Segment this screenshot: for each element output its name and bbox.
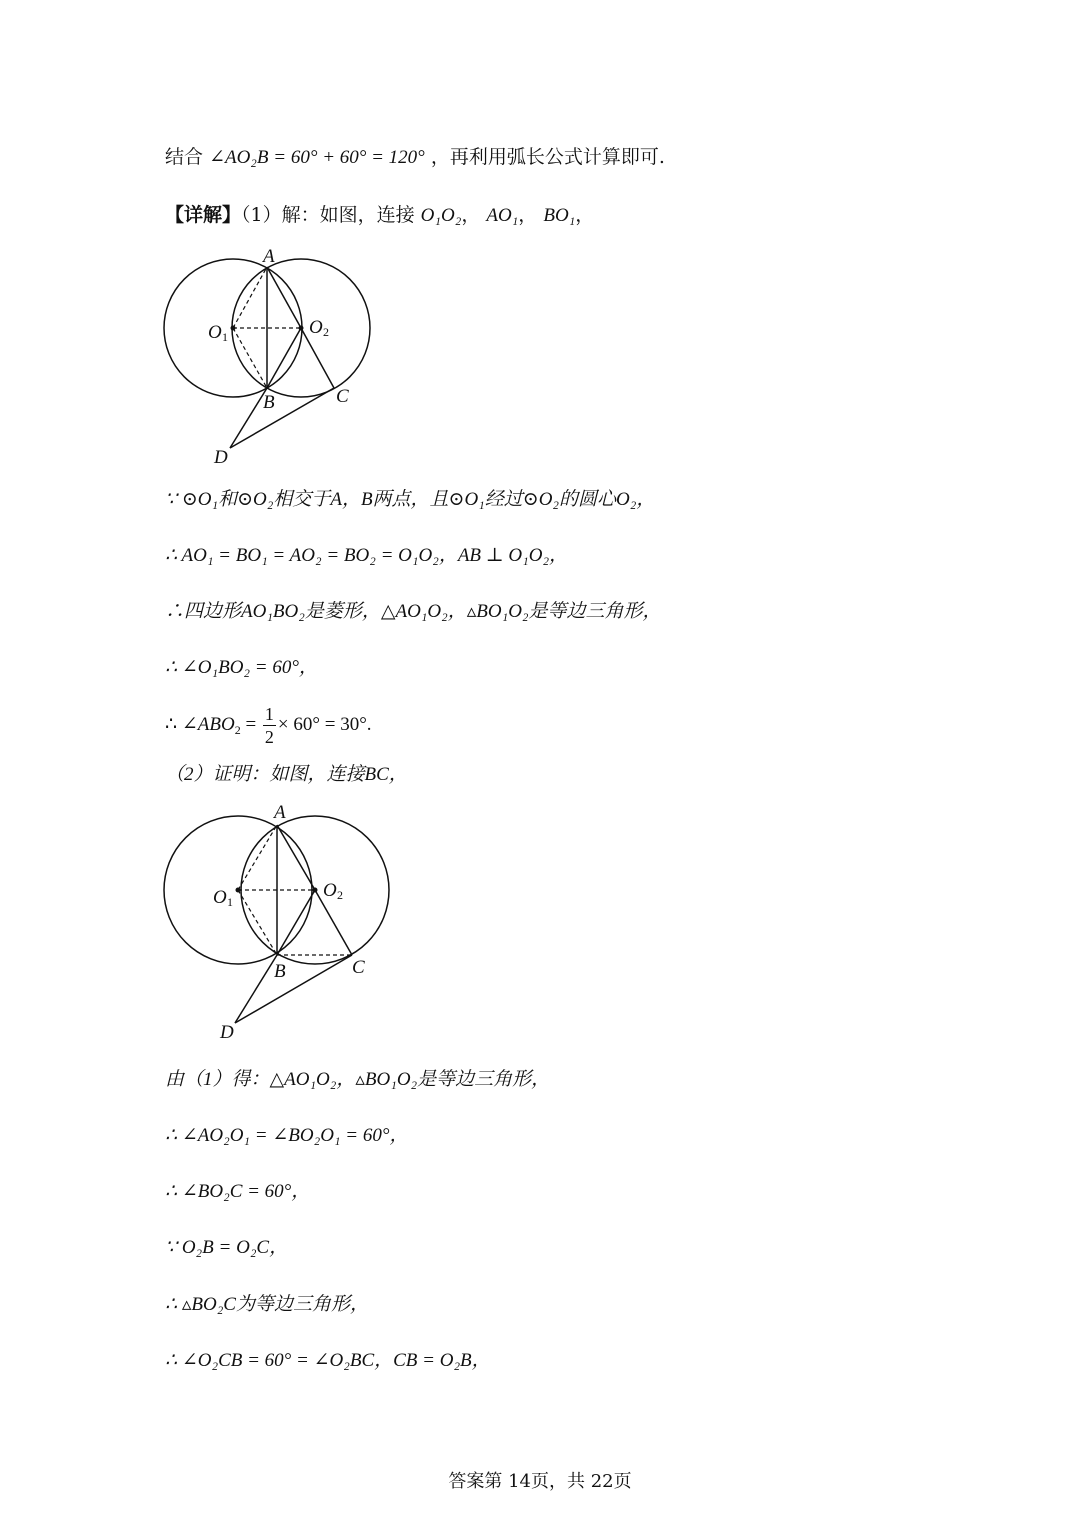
label-o2-sub: 2 [323,325,329,339]
line-4: ∴ AO₁ = BO₁ = AO₂ = BO₂ = O₁O₂，AB ⊥ O₁O₂， [165,545,569,566]
segment-ao2 [277,825,315,890]
segment-ao2 [267,267,301,328]
segment-dc [230,388,334,448]
label-o2: O [309,317,323,338]
line-2: 【详解】（1）解：如图，连接 O₁O₂， AO₁， BO₁， [165,204,595,226]
label-o2-sub: 2 [337,888,343,902]
point-o1 [236,888,241,893]
segment-2: AO₁ [486,205,519,226]
segment-dc [235,955,352,1023]
segment-bo2 [277,890,315,955]
segment-bd [235,955,277,1023]
line-12: ∵ O₂B = O₂C， [165,1237,289,1258]
text-prefix: 结合 [165,146,204,168]
line-11: ∴ ∠BO₂C = 60°， [165,1181,311,1202]
line-6: ∴ ∠O₁BO₂ = 60°， [165,657,318,678]
line-1 [165,148,665,167]
line-14: ∴ ∠O₂CB = 60° = ∠O₂BC，CB = O₂B， [165,1350,491,1371]
segment-ao1 [238,825,277,890]
math-expr: ∠AO₂B = 60° + 60° = 120° [209,147,425,168]
fraction: $\frac{1}{2}$ [264,704,274,747]
label-d: D [214,447,228,468]
label-o1-sub: 1 [227,895,233,909]
segment-bo1 [238,890,277,955]
point-o2 [299,326,304,331]
line-7: ∴ $\angle ABO_2$ = $\frac{1}{2}$ × 60° = 30°. [165,704,372,747]
line-10: ∴ ∠AO₂O₁ = ∠BO₂O₁ = 60°， [165,1125,409,1146]
line-3: ∵ ⊙O₁和⊙O₂相交于A，B两点，且⊙O₁经过⊙O₂的圆心O₂， [165,489,656,510]
page-footer: 答案第 14页，共 22页 [448,1471,632,1492]
detail-text: （1）解：如图，连接 [241,204,415,226]
label-c: C [336,386,349,407]
label-a: A [274,802,286,823]
label-o1: O [213,887,227,908]
point-o2 [313,888,318,893]
segment-3: BO₁ [543,205,576,226]
point-o1 [231,326,236,331]
label-b: B [263,392,275,413]
figure-1 [150,240,390,470]
text-suffix: ，再利用弧长公式计算即可. [430,146,665,168]
label-b: B [274,961,286,982]
detail-tag: 【详解】 [165,204,242,226]
line-5: ∴四边形AO₁BO₂是菱形，△AO₁O₂，▵BO₁O₂是等边三角形， [165,601,662,622]
label-o1-sub: 1 [222,330,228,344]
label-o2: O [323,880,337,901]
label-c: C [352,957,365,978]
segment-1: O₁O₂ [420,205,462,226]
figure-2 [150,795,410,1050]
label-d: D [220,1022,234,1043]
line-13: ∴ ▵BO₂C为等边三角形， [165,1294,369,1315]
line-8: （2）证明：如图，连接BC， [165,764,408,785]
segment-ao1 [233,267,267,328]
label-a: A [263,246,275,267]
label-o1: O [208,322,222,343]
line-9: 由（1）得：△AO₁O₂，▵BO₁O₂是等边三角形， [165,1069,551,1090]
